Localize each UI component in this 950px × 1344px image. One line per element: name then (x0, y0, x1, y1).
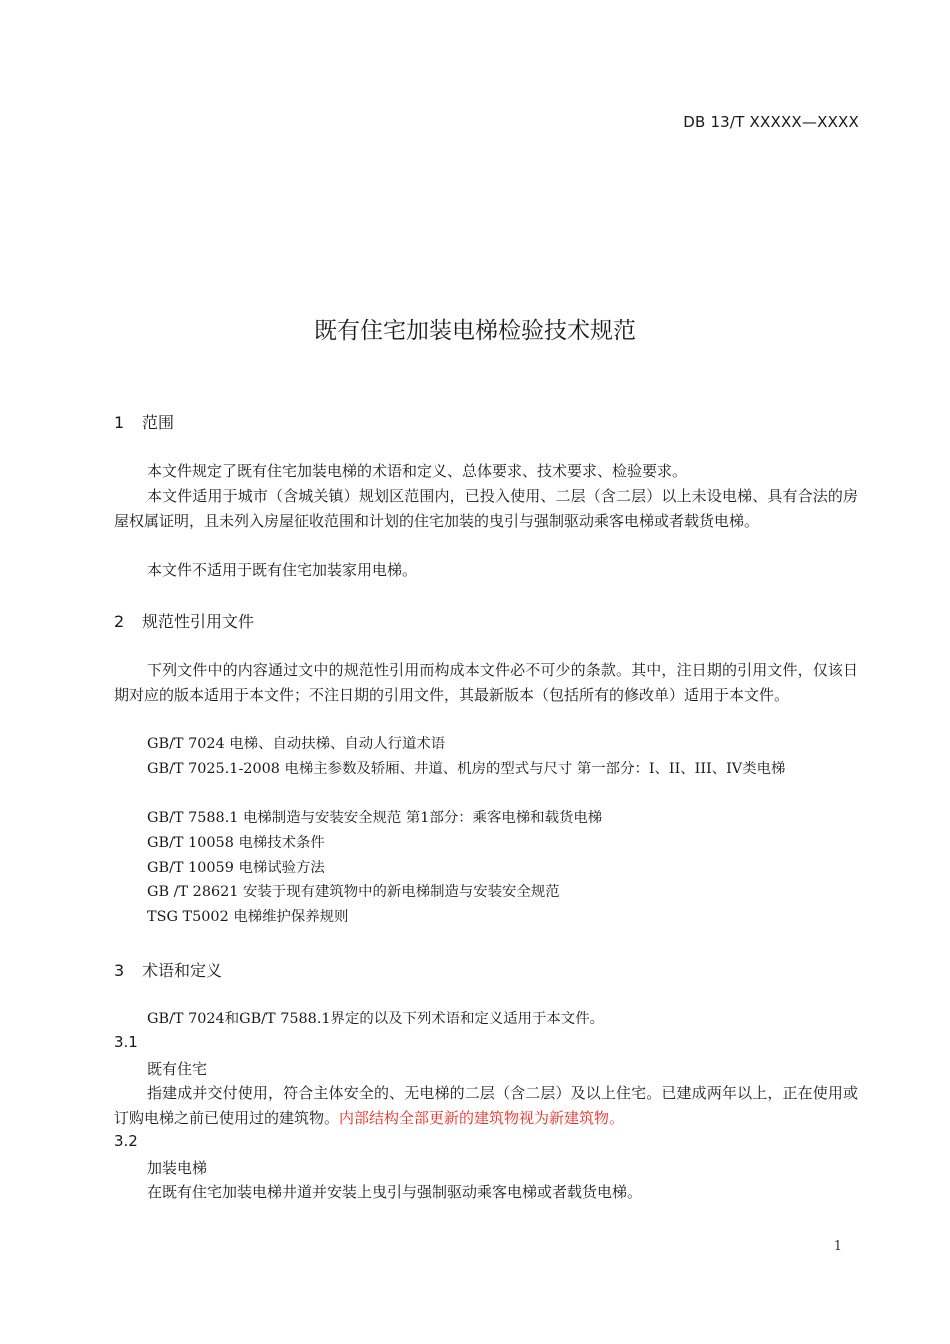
section-title: 范围 (142, 413, 175, 432)
paragraph: 下列文件中的内容通过文中的规范性引用而构成本文件必不可少的条款。其中，注日期的引用文件，仅该日期对应的版本适用于本文件；不注日期的引用文件，其最新版本（包括所有的修改单）适用于本文件。 (114, 661, 858, 704)
reference-item: GB/T 7024 电梯、自动扶梯、自动人行道术语 (147, 736, 446, 752)
term-number: 3.1 (114, 1033, 138, 1051)
document-title: 既有住宅加装电梯检验技术规范 (314, 318, 636, 344)
term-name: 加装电梯 (147, 1159, 208, 1177)
term-definition (114, 1081, 858, 1130)
term-number: 3.2 (114, 1132, 138, 1150)
section-title: 术语和定义 (142, 961, 223, 980)
reference-item: GB /T 28621 安装于现有建筑物中的新电梯制造与安装安全规范 (147, 884, 560, 900)
section-2-heading (114, 609, 254, 632)
reference-item: TSG T5002 电梯维护保养规则 (147, 909, 349, 925)
paragraph: 本文件规定了既有住宅加装电梯的术语和定义、总体要求、技术要求、检验要求。 (147, 462, 688, 480)
term-name: 既有住宅 (147, 1060, 208, 1078)
page-number: 1 (833, 1239, 842, 1254)
paragraph: GB/T 7024和GB/T 7588.1界定的以及下列术语和定义适用于本文件。 (147, 1011, 604, 1027)
section-number: 2 (114, 612, 125, 631)
term-definition: 在既有住宅加装电梯井道并安装上曳引与强制驱动乘客电梯或者载货电梯。 (147, 1183, 643, 1201)
paragraph: 本文件适用于城市（含城关镇）规划区范围内，已投入使用、二层（含二层）以上未设电梯、具有合法的房屋权属证明，且未列入房屋征收范围和计划的住宅加装的曳引与强制驱动乘客电梯或者载货电梯。 (114, 487, 858, 530)
reference-item: GB/T 7588.1 电梯制造与安装安全规范 第1部分：乘客电梯和载货电梯 (147, 810, 603, 826)
section-number: 1 (114, 413, 125, 432)
reference-item: GB/T 7025.1-2008 电梯主参数及轿厢、井道、机房的型式与尺寸 第一部分：I、II、III、IV类电梯 (147, 761, 786, 777)
document-code: DB 13/T XXXXX—XXXX (683, 113, 859, 131)
paragraph: 本文件不适用于既有住宅加装家用电梯。 (147, 561, 418, 579)
reference-item: GB/T 10058 电梯技术条件 (147, 835, 325, 851)
section-title: 规范性引用文件 (142, 612, 255, 631)
section-number: 3 (114, 961, 125, 980)
section-3-heading (114, 958, 222, 981)
reference-item: GB/T 10059 电梯试验方法 (147, 860, 325, 876)
section-1-heading (114, 410, 174, 433)
definition-note: 内部结构全部更新的建筑物视为新建筑物。 (339, 1108, 625, 1127)
definition-text: 指建成并交付使用，符合主体安全的、无电梯的二层（含二层）及以上住宅。已建成两年以上，正在使用或订购电梯之前已使用过的建筑物。 (114, 1084, 858, 1127)
